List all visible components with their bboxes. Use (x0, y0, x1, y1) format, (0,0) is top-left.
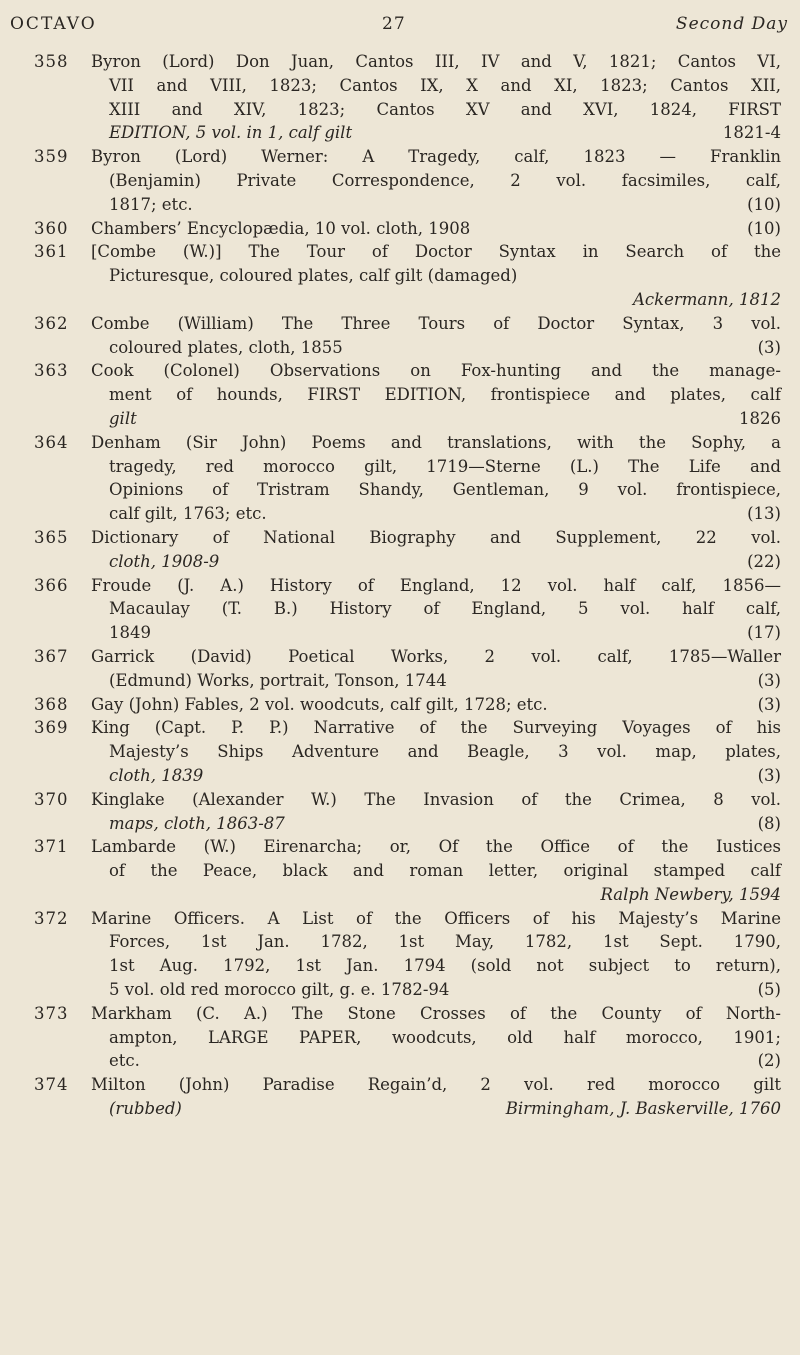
lot-entry (0, 50, 800, 145)
lot-entry (0, 217, 800, 241)
lot-entry (0, 716, 800, 787)
lot-text-line: ampton, LARGE PAPER, woodcuts, old half morocco, 1901; (109, 1027, 781, 1047)
lot-count: (10) (747, 194, 781, 214)
lot-text-line (91, 669, 781, 693)
lot-text-line: Froude (J. A.) History of England, 12 vol. half calf, 1856— (91, 575, 781, 595)
lot-description: EDITION, 5 vol. in 1, calf gilt (109, 123, 353, 143)
lot-entry (0, 574, 800, 645)
lot-entry (0, 1002, 800, 1073)
lot-text-line (91, 407, 781, 431)
lot-count: (8) (757, 813, 781, 833)
lot-number: 362 (34, 313, 69, 333)
lot-text-line: (Benjamin) Private Correspondence, 2 vol. facsimiles, calf, (109, 170, 781, 190)
lot-count: (3) (757, 765, 781, 785)
lot-text-line: Picturesque, coloured plates, calf gilt (damaged) (109, 266, 518, 286)
lot-number: 368 (34, 694, 69, 714)
lot-description: maps, cloth, 1863-87 (109, 813, 285, 833)
lot-text-line: Combe (William) The Three Tours of Doctor Syntax, 3 vol. (91, 313, 781, 333)
lot-text-line (91, 764, 781, 788)
lot-entry (0, 312, 800, 360)
lot-text-line (91, 978, 781, 1002)
lot-count: (3) (757, 670, 781, 690)
lot-description: calf gilt, 1763; etc. (109, 504, 267, 524)
lot-text-line: Macaulay (T. B.) History of England, 5 vol. half calf, (109, 599, 781, 619)
lot-entry (0, 645, 800, 693)
lot-text-line (91, 812, 781, 836)
lot-entry (0, 1073, 800, 1121)
lot-count: (5) (757, 980, 781, 1000)
header-format: OCTAVO (10, 14, 97, 34)
lot-number: 367 (34, 646, 69, 666)
lot-number: 360 (34, 218, 69, 238)
page-header (10, 14, 788, 38)
lot-text-line: Kinglake (Alexander W.) The Invasion of the Crimea, 8 vol. (91, 789, 781, 809)
lot-number: 369 (34, 718, 69, 738)
lot-text-line (91, 502, 781, 526)
lot-text-line: Marine Officers. A List of the Officers of his Majesty’s Marine (91, 908, 781, 928)
lot-text-line: Denham (Sir John) Poems and translations, with the Sophy, a (91, 432, 781, 452)
lot-text-line: tragedy, red morocco gilt, 1719—Sterne (L.) The Life and (109, 456, 781, 476)
lot-count: (13) (747, 504, 781, 524)
lot-entry (0, 431, 800, 526)
lot-imprint: Ackermann, 1812 (632, 289, 781, 309)
lot-number: 361 (34, 242, 69, 262)
lot-date: 1821-4 (722, 123, 781, 143)
lot-entry (0, 359, 800, 430)
lot-text-line (91, 621, 781, 645)
lot-text-line (91, 550, 781, 574)
lot-text-line: ment of hounds, FIRST EDITION, frontispiece and plates, calf (109, 385, 781, 405)
lot-text-line: Milton (John) Paradise Regain’d, 2 vol. red morocco gilt (91, 1075, 781, 1095)
lot-text-line: Byron (Lord) Don Juan, Cantos III, IV and V, 1821; Cantos VI, (91, 52, 781, 71)
lot-count: (3) (757, 337, 781, 357)
lot-entry (0, 526, 800, 574)
lot-count: (22) (747, 551, 781, 571)
lot-entry (0, 835, 800, 906)
lot-text-line: King (Capt. P. P.) Narrative of the Surveying Voyages of his (91, 718, 781, 738)
lot-text-line (91, 1049, 781, 1073)
lot-text-line: XIII and XIV, 1823; Cantos XV and XVI, 1824, FIRST (109, 99, 781, 119)
lot-text-line: Byron (Lord) Werner: A Tragedy, calf, 1823 — Franklin (91, 147, 781, 167)
lot-description: (Edmund) Works, portrait, Tonson, 1744 (109, 670, 447, 690)
lot-text-line (91, 1097, 781, 1121)
lot-entry (0, 240, 800, 311)
lot-entry (0, 907, 800, 1002)
lot-entry (0, 145, 800, 216)
lot-date: 1826 (739, 408, 781, 428)
lot-imprint: Birmingham, J. Baskerville, 1760 (505, 1099, 781, 1119)
lot-number: 372 (34, 908, 69, 928)
page-number: 27 (382, 14, 406, 34)
lot-description: 1817; etc. (109, 194, 193, 214)
lot-text-line (91, 336, 781, 360)
lot-number: 365 (34, 527, 69, 547)
lot-description: coloured plates, cloth, 1855 (109, 337, 343, 357)
lot-text-line: of the Peace, black and roman letter, original stamped calf (109, 861, 781, 881)
lot-text-line: Dictionary of National Biography and Supplement, 22 vol. (91, 527, 781, 547)
lot-entry (0, 788, 800, 836)
header-sale-day: Second Day (675, 14, 788, 34)
lot-text-line: Majesty’s Ships Adventure and Beagle, 3 vol. map, plates, (109, 742, 781, 762)
lot-list (0, 50, 800, 1121)
lot-number: 370 (34, 789, 69, 809)
lot-description: etc. (109, 1051, 140, 1071)
lot-number: 374 (34, 1075, 69, 1095)
lot-description: (rubbed) (109, 1099, 182, 1119)
lot-text-line (91, 121, 781, 145)
lot-text-line: Lambarde (W.) Eirenarcha; or, Of the Office of the Iustices (91, 837, 781, 857)
lot-number: 358 (34, 52, 69, 71)
lot-description: Chambers’ Encyclopædia, 10 vol. cloth, 1908 (91, 218, 471, 238)
lot-number: 363 (34, 361, 69, 381)
lot-text-line: [Combe (W.)] The Tour of Doctor Syntax in Search of the (91, 242, 781, 262)
lot-count: (10) (747, 218, 781, 238)
lot-number: 364 (34, 432, 69, 452)
lot-number: 371 (34, 837, 69, 857)
lot-number: 366 (34, 575, 69, 595)
lot-number: 359 (34, 147, 69, 167)
lot-description: cloth, 1908-9 (109, 551, 220, 571)
lot-text-line: Markham (C. A.) The Stone Crosses of the County of North- (91, 1003, 781, 1023)
lot-text-line: Garrick (David) Poetical Works, 2 vol. calf, 1785—Waller (91, 646, 781, 666)
lot-text-line: Forces, 1st Jan. 1782, 1st May, 1782, 1st Sept. 1790, (109, 932, 781, 952)
lot-date: 1849 (109, 623, 151, 643)
lot-description: 5 vol. old red morocco gilt, g. e. 1782-94 (109, 980, 450, 1000)
lot-text-line: Cook (Colonel) Observations on Fox-hunting and the manage- (91, 361, 781, 381)
lot-number: 373 (34, 1003, 69, 1023)
lot-count: (2) (757, 1051, 781, 1071)
lot-entry (0, 693, 800, 717)
lot-description: cloth, 1839 (109, 765, 204, 785)
lot-imprint: Ralph Newbery, 1594 (600, 884, 781, 904)
lot-text-line: VII and VIII, 1823; Cantos IX, X and XI, 1823; Cantos XII, (109, 75, 781, 95)
lot-count: (3) (757, 694, 781, 714)
lot-text-line (91, 217, 781, 241)
lot-text-line (91, 193, 781, 217)
lot-text-line (91, 693, 781, 717)
lot-description: Gay (John) Fables, 2 vol. woodcuts, calf gilt, 1728; etc. (91, 694, 548, 714)
lot-description: gilt (109, 408, 137, 428)
lot-count: (17) (747, 623, 781, 643)
lot-text-line: Opinions of Tristram Shandy, Gentleman, 9 vol. frontispiece, (109, 480, 781, 500)
lot-text-line: 1st Aug. 1792, 1st Jan. 1794 (sold not subject to return), (109, 956, 781, 976)
